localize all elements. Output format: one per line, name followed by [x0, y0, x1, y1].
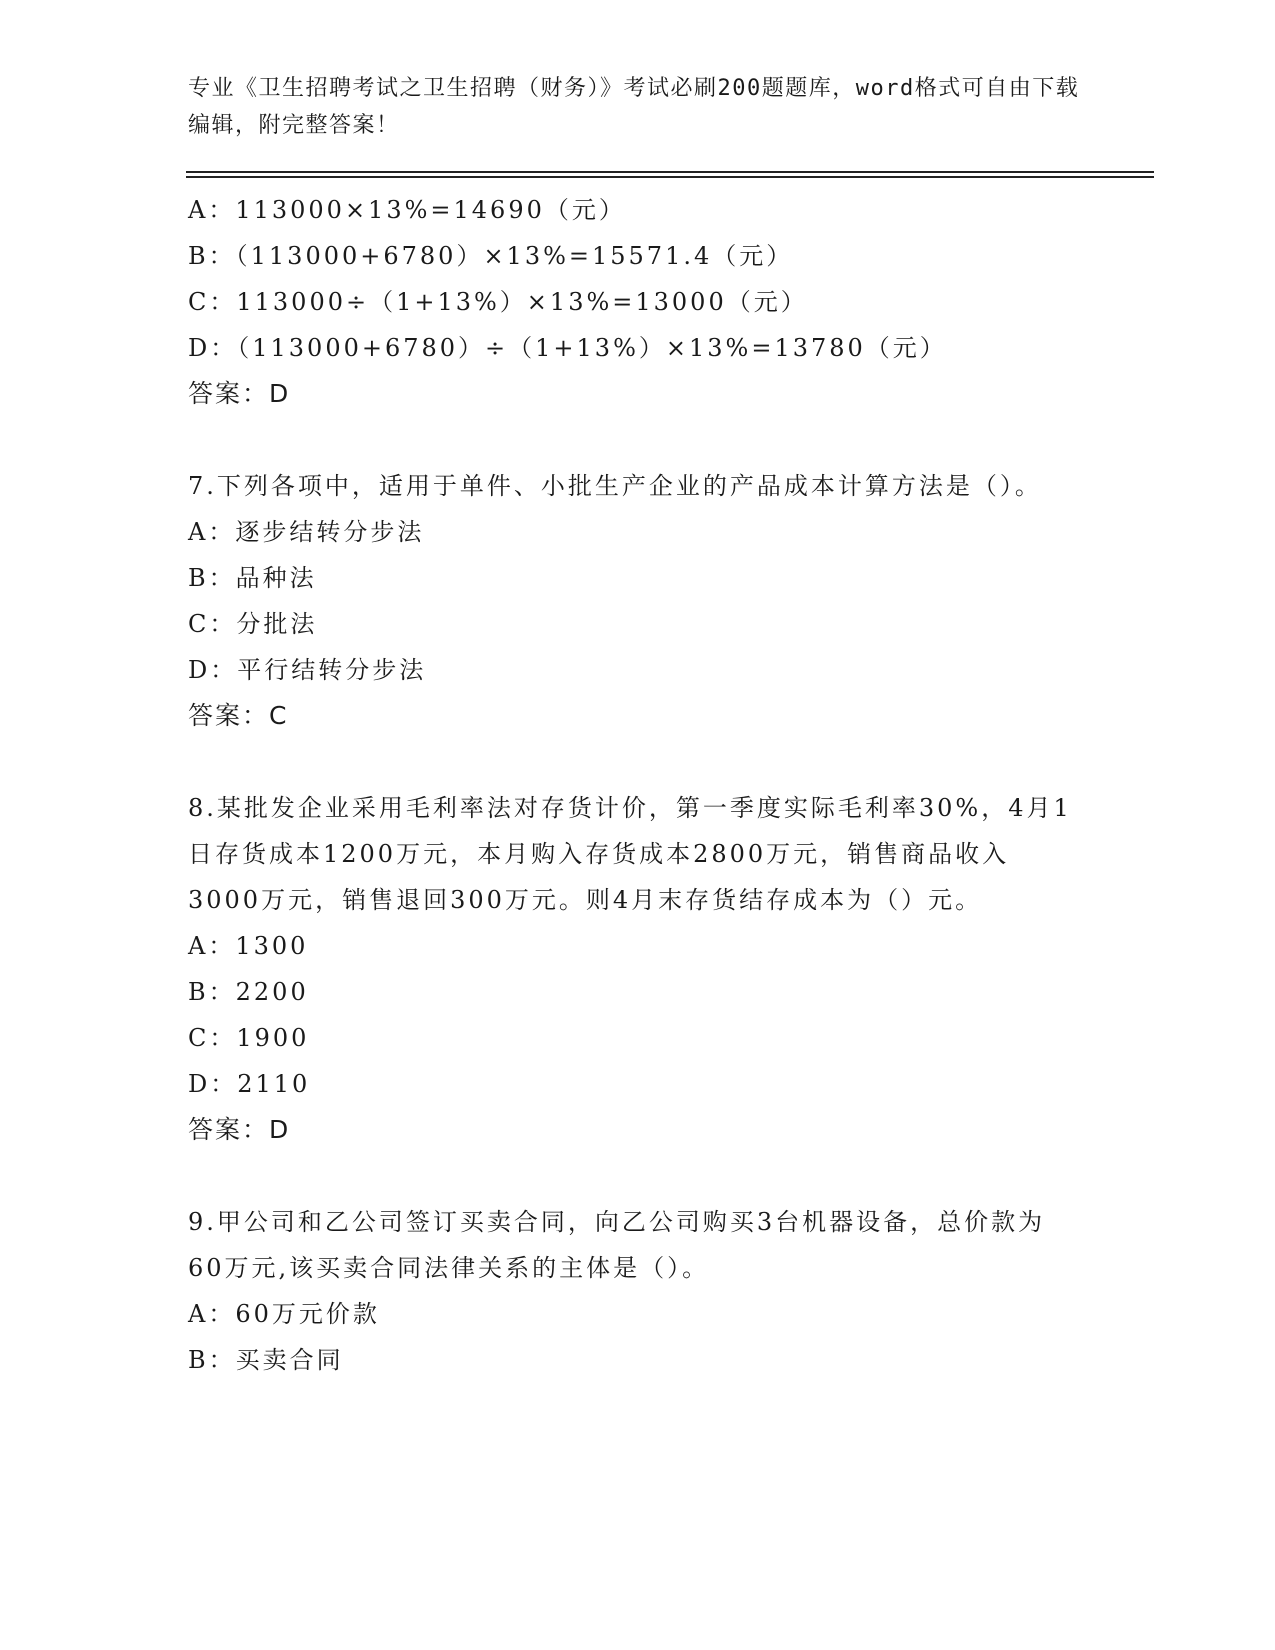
- option-a: A：逐步结转分步法: [188, 518, 425, 546]
- option-d: D：（113000+6780）÷（1+13%）×13%=13780（元）: [188, 334, 947, 362]
- document-title: 专业《卫生招聘考试之卫生招聘（财务）》考试必刷200题题库，word格式可自由下载编辑，附完整答案！: [188, 76, 1080, 138]
- option-b: B：买卖合同: [188, 1346, 344, 1374]
- header-rule-bottom: [186, 176, 1154, 178]
- spacer: [188, 417, 1088, 463]
- option-c: C：分批法: [188, 610, 318, 638]
- option-b: B：2200: [188, 978, 309, 1006]
- option-c: C：113000÷（1+13%）×13%=13000（元）: [188, 288, 808, 316]
- question-text: 9.甲公司和乙公司签订买卖合同，向乙公司购买3台机器设备，总价款为60万元,该买卖合同法律关系的主体是（）。: [188, 1208, 1046, 1282]
- document-body: [188, 187, 1088, 1383]
- answer: 答案：D: [188, 1115, 291, 1144]
- question-9: [188, 1199, 1088, 1383]
- header-rule-top: [186, 171, 1154, 173]
- option-a: A：1300: [188, 932, 309, 960]
- question-text: 7.下列各项中，适用于单件、小批生产企业的产品成本计算方法是（）。: [188, 472, 1042, 500]
- option-b: B：（113000+6780）×13%=15571.4（元）: [188, 242, 794, 270]
- option-d: D：平行结转分步法: [188, 656, 427, 684]
- option-a: A：113000×13%=14690（元）: [188, 196, 626, 224]
- spacer: [188, 739, 1088, 785]
- document-header: [188, 70, 1088, 144]
- question-7: [188, 463, 1088, 739]
- option-d: D：2110: [188, 1070, 311, 1098]
- question-8: [188, 785, 1088, 1153]
- question-text: 8.某批发企业采用毛利率法对存货计价，第一季度实际毛利率30%，4月1日存货成本1200万元，本月购入存货成本2800万元，销售商品收入3000万元，销售退回300万元。则4月末存货结存成本为（）元。: [188, 794, 1072, 914]
- option-a: A：60万元价款: [188, 1300, 380, 1328]
- option-c: C：1900: [188, 1024, 310, 1052]
- question-6: [188, 187, 1088, 417]
- option-b: B：品种法: [188, 564, 317, 592]
- spacer: [188, 1153, 1088, 1199]
- answer: 答案：C: [188, 701, 289, 730]
- answer: 答案：D: [188, 379, 291, 408]
